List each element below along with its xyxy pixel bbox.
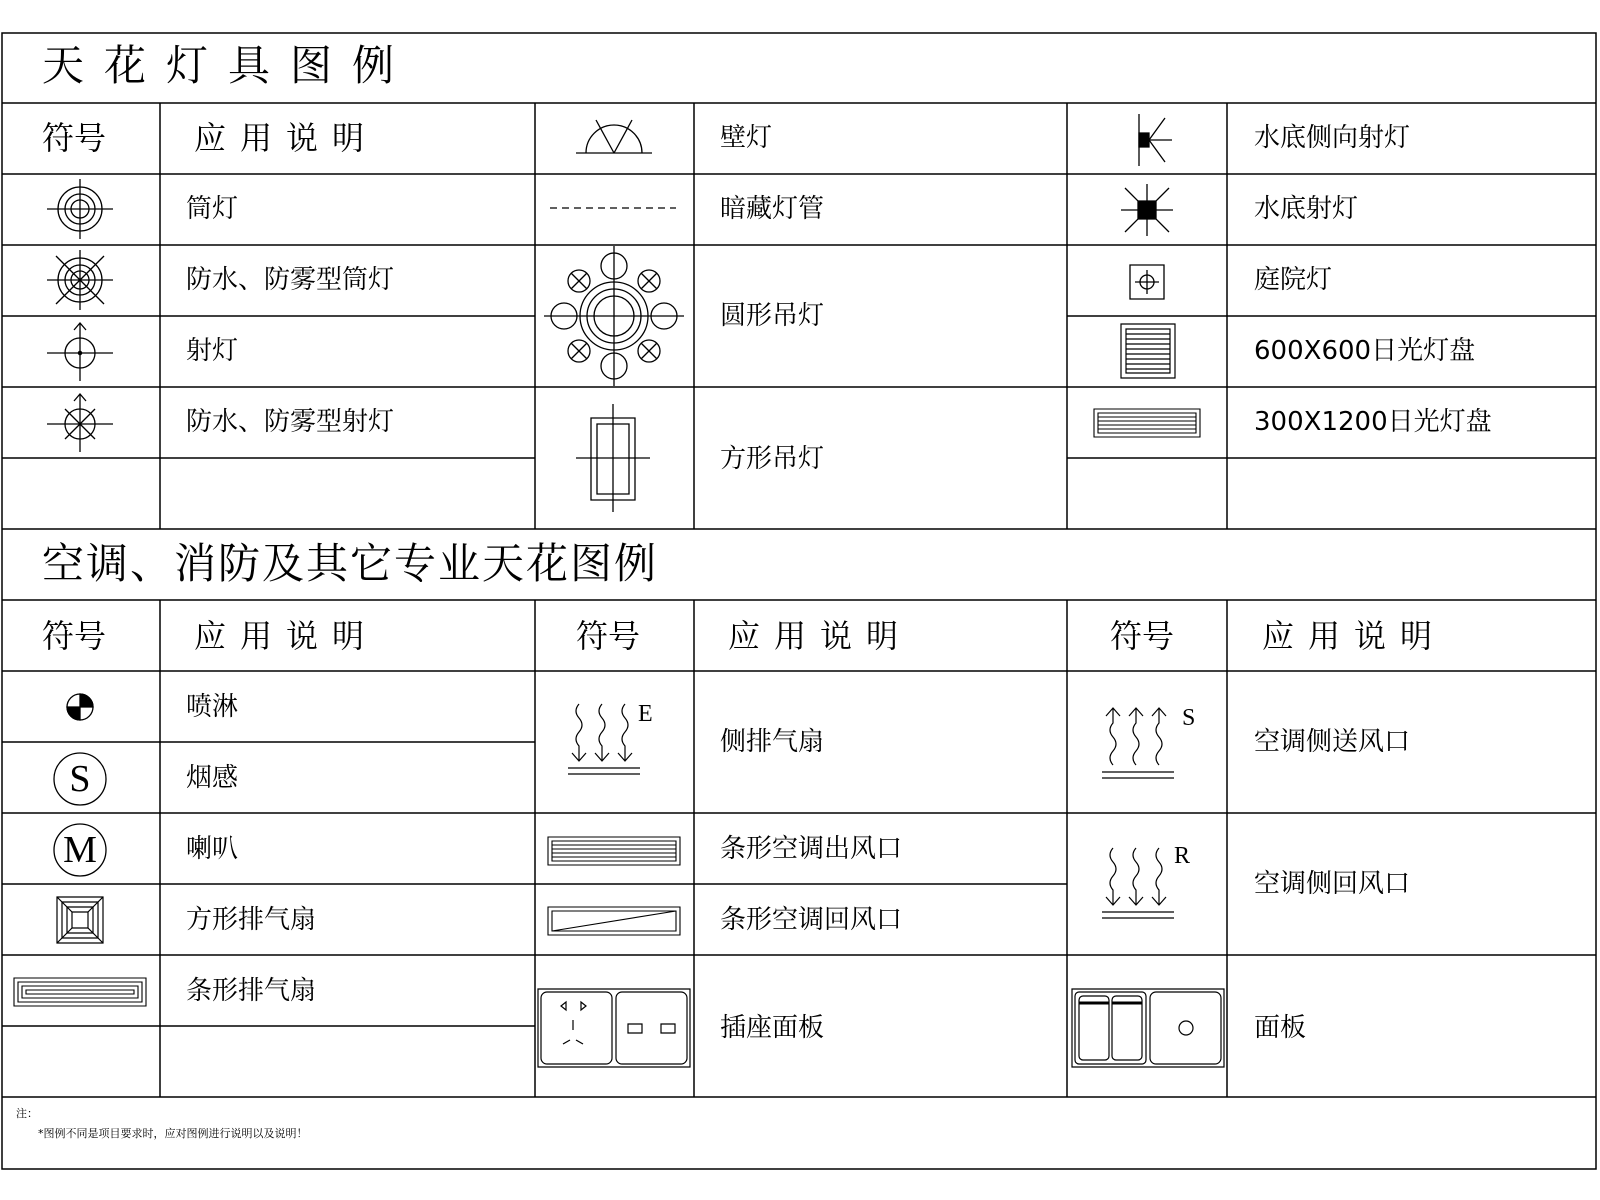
underwater-light-label: 水底射灯 (1254, 194, 1359, 224)
description-column-header: 应用说明 (194, 617, 379, 655)
sprinkler-icon (65, 692, 95, 722)
strip-ac-outlet-label: 条形空调出风口 (720, 834, 903, 864)
square-exhaust-fan-icon (56, 896, 104, 944)
underwater-side-light-icon (1130, 112, 1174, 168)
smoke-detector-icon (52, 751, 108, 807)
round-chandelier-label: 圆形吊灯 (720, 301, 825, 331)
speaker-label: 喇叭 (186, 834, 239, 864)
spotlight-icon (45, 320, 115, 382)
square-chandelier-icon (576, 404, 650, 512)
downlight-label: 筒灯 (186, 194, 239, 224)
hvac-legend-title: 空调、消防及其它专业天花图例 (42, 539, 659, 588)
round-chandelier-icon (544, 246, 684, 386)
fluorescent-panel-300-icon (1093, 408, 1201, 438)
fluorescent-panel-300-label: 300X1200日光灯盘 (1254, 407, 1492, 437)
spotlight-label: 射灯 (186, 336, 239, 366)
underwater-light-icon (1121, 184, 1173, 236)
wall-lamp-label: 壁灯 (720, 123, 773, 153)
speaker-icon (52, 822, 108, 878)
socket-panel-label: 插座面板 (720, 1013, 825, 1043)
ac-side-return-label: 空调侧回风口 (1254, 869, 1411, 899)
lighting-legend-title: 天花灯具图例 (42, 41, 415, 90)
supply-glyph: S (1182, 705, 1196, 731)
fluorescent-panel-600-icon (1120, 323, 1176, 379)
symbol-column-header: 符号 (42, 119, 107, 157)
strip-ac-return-icon (547, 906, 681, 936)
side-exhaust-fan-icon (568, 700, 668, 780)
description-column-header: 应用说明 (728, 617, 913, 655)
waterproof-spotlight-label: 防水、防雾型射灯 (186, 407, 395, 437)
exhaust-glyph: E (638, 701, 653, 727)
return-glyph: R (1174, 843, 1191, 869)
switch-panel-icon (1071, 988, 1225, 1068)
garden-light-label: 庭院灯 (1254, 265, 1333, 295)
symbol-column-header: 符号 (42, 617, 107, 655)
downlight-icon (45, 178, 115, 240)
garden-light-icon (1127, 262, 1167, 302)
symbol-column-header: 符号 (576, 617, 641, 655)
strip-ac-return-label: 条形空调回风口 (720, 905, 903, 935)
hidden-tube-label: 暗藏灯管 (720, 194, 825, 224)
waterproof-downlight-label: 防水、防雾型筒灯 (186, 265, 395, 295)
description-column-header: 应用说明 (1262, 617, 1447, 655)
ac-side-return-icon (1102, 844, 1202, 924)
smoke-detector-glyph: S (69, 758, 91, 800)
square-chandelier-label: 方形吊灯 (720, 444, 825, 474)
ac-side-supply-label: 空调侧送风口 (1254, 727, 1411, 757)
speaker-glyph: M (63, 829, 97, 871)
symbol-column-header: 符号 (1110, 617, 1175, 655)
smoke-detector-label: 烟感 (186, 763, 239, 793)
wall-lamp-icon (574, 116, 654, 158)
switch-panel-label: 面板 (1254, 1013, 1307, 1043)
notes-text: *图例不同是项目要求时，应对图例进行说明以及说明！ (38, 1127, 308, 1140)
strip-exhaust-fan-label: 条形排气扇 (186, 976, 317, 1006)
side-exhaust-fan-label: 侧排气扇 (720, 727, 825, 757)
ac-side-supply-icon (1102, 704, 1202, 784)
description-column-header: 应用说明 (194, 119, 379, 157)
strip-exhaust-fan-icon (13, 977, 147, 1007)
waterproof-downlight-icon (45, 249, 115, 311)
socket-panel-icon (537, 988, 691, 1068)
sprinkler-label: 喷淋 (186, 692, 239, 722)
square-exhaust-fan-label: 方形排气扇 (186, 905, 317, 935)
hidden-tube-icon (550, 204, 676, 212)
underwater-side-light-label: 水底侧向射灯 (1254, 123, 1411, 153)
fluorescent-panel-600-label: 600X600日光灯盘 (1254, 336, 1476, 366)
waterproof-spotlight-icon (45, 391, 115, 453)
notes-heading: 注： (16, 1107, 38, 1120)
strip-ac-outlet-icon (547, 836, 681, 866)
